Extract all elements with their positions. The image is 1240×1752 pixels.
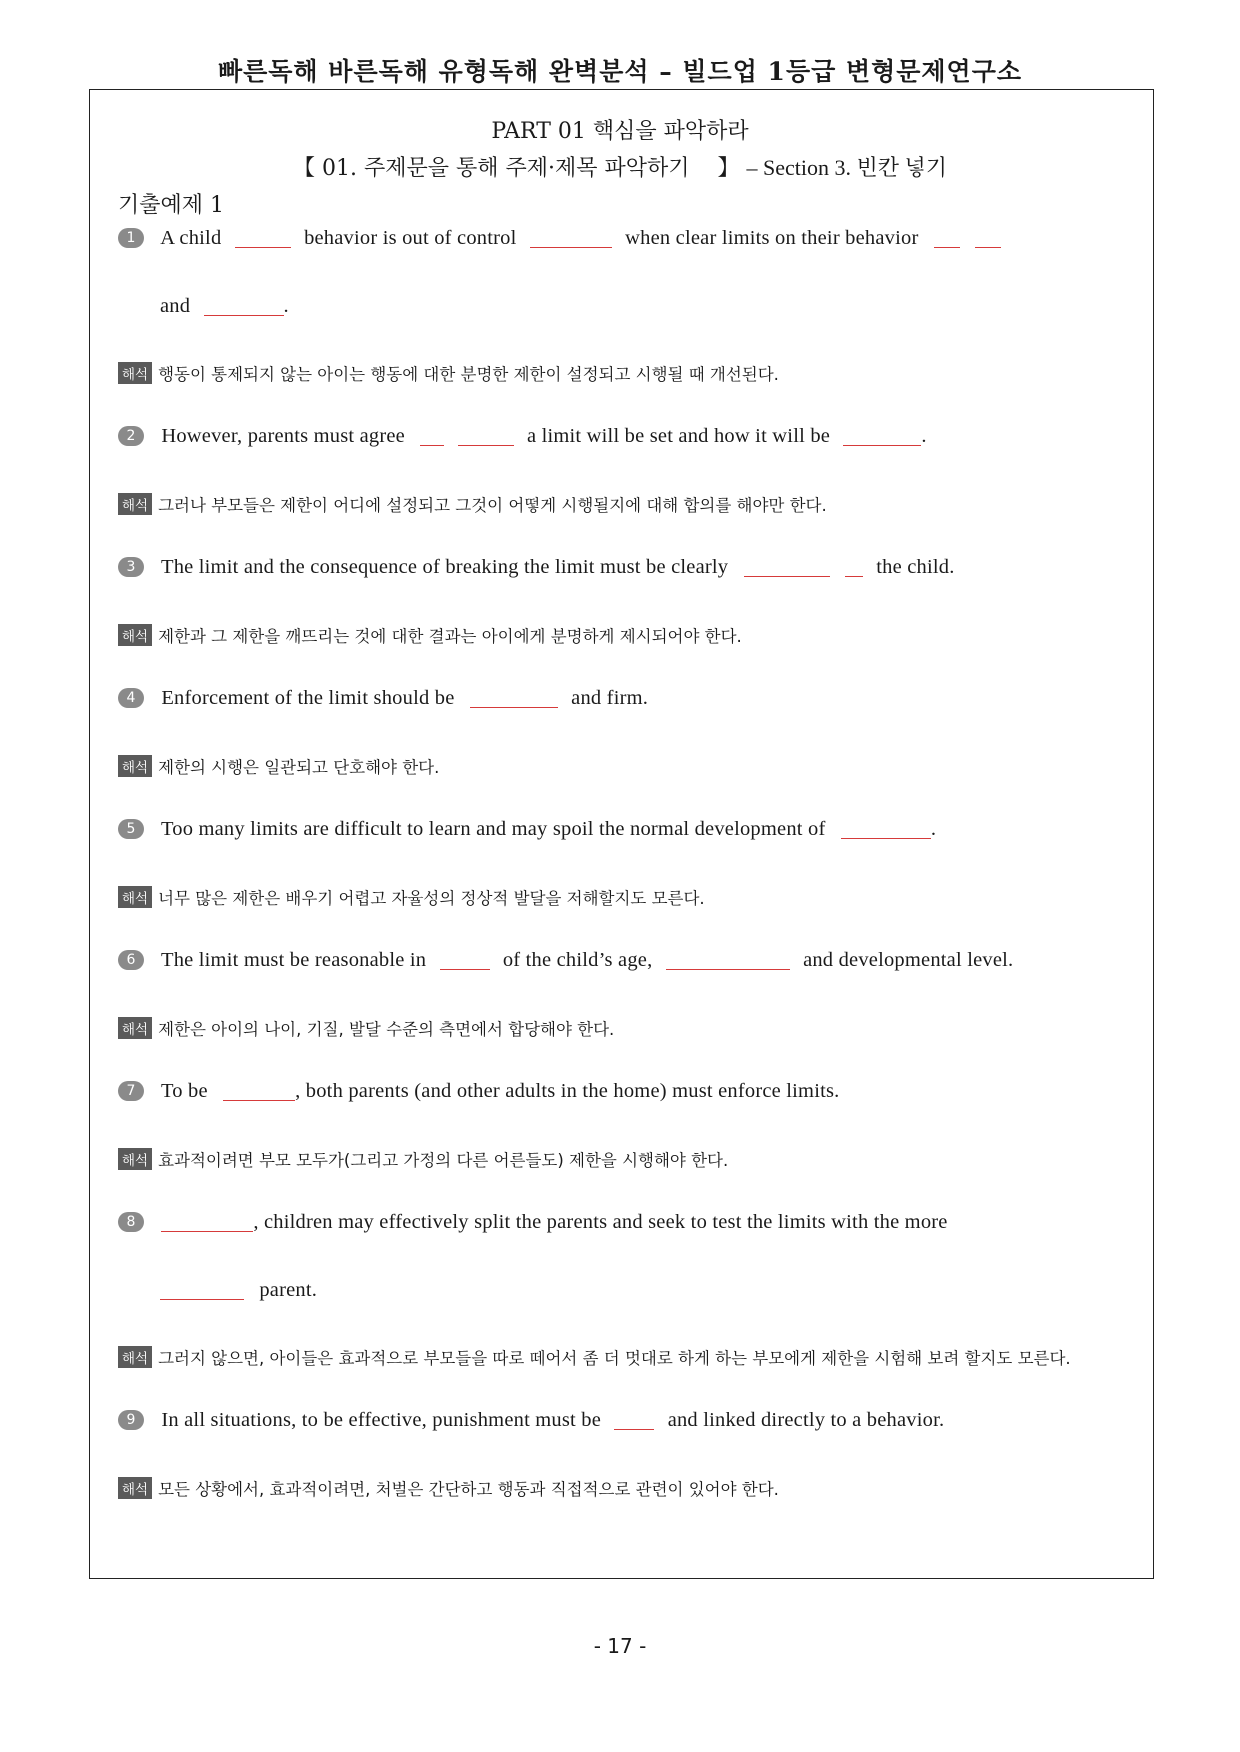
translation-tag: 해석 [118,493,152,515]
translation-3 [118,623,742,647]
item-number-badge: 2 [118,426,144,446]
translation-text: 너무 많은 제한은 배우기 어렵고 자율성의 정상적 발달을 저해할지도 모른다. [158,889,705,908]
answer-blank[interactable] [845,558,863,577]
translation-5 [118,885,705,909]
answer-blank[interactable] [934,229,960,248]
sentence-text: and firm. [571,687,649,709]
translation-2 [118,492,827,516]
translation-8 [118,1345,1071,1369]
translation-text: 그러지 않으면, 아이들은 효과적으로 부모들을 따로 떼어서 좀 더 멋대로 하게 하는 부모에게 제한을 시험해 보려 할지도 모른다. [158,1349,1071,1368]
item-number-badge: 8 [118,1212,144,1232]
answer-blank[interactable] [975,229,1001,248]
section-suffix: – Section 3. 빈칸 넣기 [746,155,947,180]
sentence-6 [118,949,1013,972]
sentence-1-line-1 [118,227,1005,250]
translation-text: 그러나 부모들은 제한이 어디에 설정되고 그것이 어떻게 시행될지에 대해 합의를 해야만 한다. [158,496,827,515]
sentence-text: the child. [876,556,955,578]
translation-tag: 해석 [118,1017,152,1039]
answer-blank[interactable] [161,1213,253,1232]
sentence-text: In all situations, to be effective, punishment must be [161,1409,602,1431]
sentence-5 [118,818,936,841]
sentence-text: a limit will be set and how it will be [526,425,831,447]
item-number-badge: 5 [118,819,144,839]
sentence-text: Enforcement of the limit should be [161,687,455,709]
sentence-text: when clear limits on their behavior [625,227,919,249]
sentence-text: The limit and the consequence of breaking the limit must be clearly [160,556,729,578]
answer-blank[interactable] [458,427,514,446]
translation-tag: 해석 [118,1346,152,1368]
sentence-3 [118,556,955,579]
answer-blank[interactable] [614,1411,654,1430]
answer-blank[interactable] [223,1082,295,1101]
sentence-1-line-2 [160,295,289,318]
sentence-text: behavior is out of control [304,227,517,249]
item-number-badge: 1 [118,228,144,248]
sentence-text: parent. [259,1279,318,1301]
translation-tag: 해석 [118,755,152,777]
part-title: PART 01 핵심을 파악하라 [491,119,749,144]
sentence-2 [118,425,927,448]
section-close-bracket: 】 [717,156,740,181]
item-number-badge: 4 [118,688,144,708]
page-header: 빠른독해 바른독해 유형독해 완벽분석 – 빌드업 1등급 변형문제연구소 [217,57,1023,86]
translation-6 [118,1016,614,1040]
sentence-text: and linked directly to a behavior. [667,1409,945,1431]
sentence-8-line-2 [160,1279,317,1302]
translation-tag: 해석 [118,624,152,646]
item-number-badge: 9 [118,1410,144,1430]
sentence-9 [118,1409,944,1432]
item-number-badge: 6 [118,950,144,970]
translation-tag: 해석 [118,1148,152,1170]
answer-blank[interactable] [420,427,444,446]
sentence-text: of the child’s age, [502,949,653,971]
answer-blank[interactable] [841,820,931,839]
translation-1 [118,361,779,385]
answer-blank[interactable] [204,297,284,316]
translation-9 [118,1476,779,1500]
page-number: - 17 - [593,1634,647,1658]
sentence-text: Too many limits are difficult to learn and may spoil the normal development of [160,818,826,840]
item-number-badge: 3 [118,557,144,577]
answer-blank[interactable] [470,689,558,708]
translation-tag: 해석 [118,886,152,908]
sentence-8-line-1 [118,1211,948,1234]
translation-text: 제한은 아이의 나이, 기질, 발달 수준의 측면에서 합당해야 한다. [158,1020,615,1039]
sentence-text: and developmental level. [803,949,1014,971]
answer-blank[interactable] [843,427,921,446]
sentence-text: The limit must be reasonable in [160,949,427,971]
sentence-text: . [930,818,937,840]
answer-blank[interactable] [235,229,291,248]
sentence-7 [118,1080,840,1103]
answer-blank[interactable] [440,951,490,970]
translation-text: 제한의 시행은 일관되고 단호해야 한다. [158,758,440,777]
sentence-text: To be [160,1080,208,1102]
answer-blank[interactable] [160,1281,244,1300]
translation-tag: 해석 [118,362,152,384]
sentence-text: and [160,295,191,317]
answer-blank[interactable] [744,558,830,577]
sentence-text: A child [160,227,222,249]
sentence-text: . [283,295,289,317]
translation-text: 모든 상황에서, 효과적이려면, 처벌은 간단하고 행동과 직접적으로 관련이 있어야 한다. [158,1480,779,1499]
section-title [0,151,1240,182]
section-open-bracket: 【 [292,156,315,181]
sentence-text: , children may effectively split the parents and seek to test the limits with the more [253,1211,948,1233]
translation-text: 제한과 그 제한을 깨뜨리는 것에 대한 결과는 아이에게 분명하게 제시되어야 한다. [158,627,742,646]
translation-7 [118,1147,728,1171]
answer-blank[interactable] [530,229,612,248]
sentence-text: However, parents must agree [161,425,405,447]
translation-text: 행동이 통제되지 않는 아이는 행동에 대한 분명한 제한이 설정되고 시행될 때 개선된다. [158,365,779,384]
translation-text: 효과적이려면 부모 모두가(그리고 가정의 다른 어른들도) 제한을 시행해야 한다. [158,1151,729,1170]
sentence-4 [118,687,648,710]
sentence-text: , both parents (and other adults in the home) must enforce limits. [295,1080,840,1102]
item-number-badge: 7 [118,1081,144,1101]
example-label: 기출예제 1 [118,193,224,218]
translation-tag: 해석 [118,1477,152,1499]
translation-4 [118,754,439,778]
answer-blank[interactable] [666,951,790,970]
section-name: 01. 주제문을 통해 주제·제목 파악하기 [322,156,690,181]
sentence-text: . [921,425,927,447]
